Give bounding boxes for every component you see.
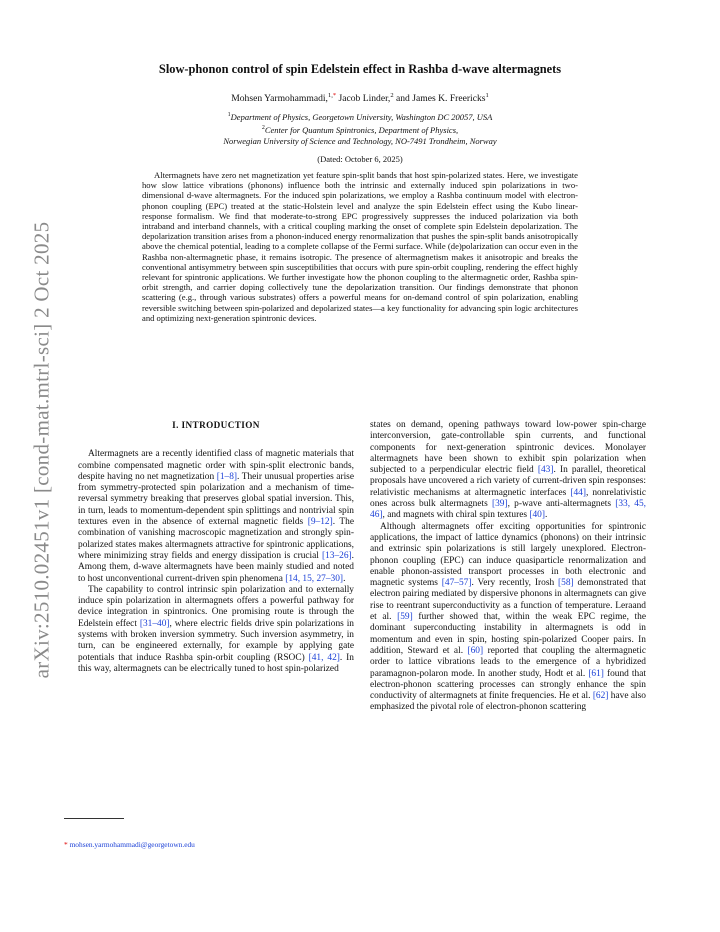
citation-link[interactable]: [43] — [537, 465, 554, 476]
citation-link[interactable]: [14, 15, 27–30] — [285, 573, 344, 584]
footnote — [64, 840, 195, 849]
citation-link[interactable]: [61] — [588, 668, 604, 679]
body-text: Although altermagnets offer exciting opportunities for spintronic applications, the impact of lattice dynamics (phonons) on their intrinsic and extrinsic spin polarizations is still largely unexplored. Electron-phonon coupling (EPC) can induce quasiparticle renormalization and enable phonon-assisted transport processes in both electronic and magnetic systems — [370, 521, 646, 589]
citation-link[interactable]: [58] — [558, 578, 574, 589]
date-line: (Dated: October 6, 2025) — [317, 154, 403, 164]
body-text: reported that coupling the altermagnetic order to lattice vibrations leads to the emergence of a hybridized paramagnon-polaron mode. In another study, Hodt et al. — [370, 645, 646, 679]
author-list — [60, 92, 660, 104]
right-column — [370, 420, 646, 714]
citation-link[interactable]: [41, 42] — [308, 652, 340, 663]
arxiv-identifier: arXiv:2510.02451v1 [cond-mat.mtrl-sci] 2 Oct 2025 — [29, 221, 54, 679]
body-text: further showed that, within the weak EPC regime, the dominant superconducting instability in altermagnets is odd in momentum and even in spin, hosting spin-polarized Cooper pairs. In addition, Steward et al. — [370, 612, 646, 656]
affiliations — [60, 110, 660, 147]
footnote-rule — [64, 818, 124, 819]
footnote-mark: * — [64, 840, 68, 849]
arxiv-sidebar — [22, 221, 62, 679]
citation-link[interactable]: [1–8] — [216, 471, 238, 482]
intro-paragraph-2 — [78, 585, 354, 675]
author-3: James K. Freericks — [412, 93, 486, 105]
body-text: . Among them, d-wave altermagnets have been mainly studied and noted to host unconventional current-driven spin phenomena — [78, 550, 354, 584]
body-text: . In this way, altermagnets can be electrically tuned to host spin-polarized — [78, 652, 354, 674]
citation-link[interactable]: [44] — [570, 487, 586, 498]
affiliation-1: $^1$Department of Physics, Georgetown University, Washington DC 20057, USA — [227, 111, 493, 122]
body-text: . The combination of vanishing macroscopic magnetization and strongly spin-polarized states makes altermagnets attractive for spintronic applications, where minimizing stray fields and energy dissipation is crucial — [78, 517, 354, 561]
body-text: . Very recently, Irosh — [471, 578, 559, 589]
abstract: Altermagnets have zero net magnetization yet feature spin-split bands that host spin-polarized states. Here, we investigate how slow lattice vibrations (phonons) influence both the intrinsic and externally induced spin polarizations in two-dimensional d-wave altermagnets. For the induced spin polarizations, we employ a Rashba continuum model with electron-phonon coupling (EPC) treated at the static-Holstein level and analyze the spin Edelstein effect using the Kubo linear-response formalism. We find that moderate-to-strong EPC progressively suppresses the induced polarization via both intraband and interband channels, with a critical coupling marking the onset of complete spin Edelstein depolarization. The depolarization transition arises from a phonon-induced energy renormalization that pushes the spin-split bands anisotropically above the chemical potential, leading to a complete collapse of the Fermi surface. While (de)polarization can occur even in the Rashba non-altermagnetic phase, it remains isotropic. The presence of altermagnetism makes it anisotropic and breaks the conventional antisymmetry between spin susceptibilities that occurs with pure spin-orbit coupling, rendering the effect highly relevant for spintronic applications. We further investigate how the phonon coupling to the altermagnetic order, Rashba spin-orbit strength, and carrier doping collectively tune the depolarization transition. Our findings demonstrate that phonon scattering (e.g., through various substrates) offers a powerful means for on-demand control of spin polarization, enabling reversible switching between spin-polarized and depolarized states—a key functionality for advancing spin logic architectures and optimizing next-generation spintronic devices. — [142, 170, 578, 323]
citation-link[interactable]: [31–40] — [139, 618, 170, 629]
body-text: states on demand, opening pathways toward low-power spin-charge interconversion, gate-controllable spin currents, and functional components for next-generation spintronic devices. Monolayer altermagnets have been shown to exhibit spin polarization when subjected to a perpendicular electric field — [370, 420, 646, 476]
citation-link[interactable]: [9–12] — [307, 517, 333, 528]
intro-paragraph-4 — [370, 522, 646, 714]
citation-link[interactable]: [60] — [467, 645, 484, 656]
corresponding-mark[interactable]: * — [332, 92, 337, 99]
affiliation-2-cont: Norwegian University of Science and Technology, NO-7491 Trondheim, Norway — [223, 135, 497, 146]
author-3-affil: 1 — [485, 92, 489, 99]
author-2-affil: 2 — [390, 92, 394, 99]
section-heading: I. INTRODUCTION — [172, 420, 260, 430]
body-text: . Their unusual properties arise from symmetry-protected spin polarization and a mechanism of time-reversal symmetry breaking that preserves global spatial inversion. This, in turn, leads to momentum-dependent spin splittings and nontrivial spin textures even in the absence of external magnetic fields — [78, 471, 354, 528]
citation-link[interactable]: [47–57] — [441, 578, 472, 589]
body-text: The capability to control intrinsic spin polarization and to externally induce spin polarization in altermagnets offers a powerful pathway for device integration in spintronics. One promising route is through the Edelstein effect — [78, 584, 354, 629]
citation-link[interactable]: [59] — [397, 612, 413, 623]
body-text: have also emphasized the pivotal role of electron-phonon scattering — [370, 691, 646, 713]
email-link[interactable]: mohsen.yarmohammadi@georgetown.edu — [69, 840, 195, 849]
citation-link[interactable]: [40] — [529, 510, 545, 521]
body-text: . In parallel, theoretical proposals have uncovered a rich variety of current-driven spin responses: relativistic mechanisms at altermagnetic interfaces — [370, 465, 646, 498]
body-text: . — [544, 510, 548, 521]
author-2: Jacob Linder, — [338, 93, 391, 105]
intro-paragraph-1 — [78, 449, 354, 585]
citation-link[interactable]: [39] — [491, 499, 508, 510]
intro-paragraph-3 — [370, 420, 646, 522]
author-1: Mohsen Yarmohammadi, — [231, 93, 328, 105]
body-text: , p-wave anti-altermagnets — [507, 499, 616, 510]
body-text: , where electric fields drive spin polarizations in systems with broken inversion symmetry. Such inversion asymmetry, in turn, can be engineered externally, for example by applying gate potentials that induce Rashba spin-orbit coupling (RSOC) — [78, 618, 354, 663]
author-conjunction: and — [395, 93, 410, 105]
paper-title: Slow-phonon control of spin Edelstein effect in Rashba d-wave altermagnets — [158, 62, 562, 76]
citation-link[interactable]: [62] — [592, 691, 609, 702]
body-text: demonstrated that electron pairing mediated by dispersive phonons in altermagnets can give rise to reentrant superconductivity as a function of temperature. Leraand et al. — [370, 578, 646, 623]
body-text: . — [343, 573, 346, 584]
body-text: , and magnets with chiral spin textures — [382, 510, 530, 521]
body-text: , nonrelativistic ones across bulk altermagnets — [370, 487, 646, 510]
affiliation-2: $^2$Center for Quantum Spintronics, Department of Physics, — [261, 124, 459, 135]
left-column — [78, 420, 354, 675]
citation-link[interactable]: [13–26] — [321, 550, 352, 561]
body-text: found that electron-phonon scattering processes can strongly enhance the spin conductivity of altermagnets at finite frequencies. He et al. — [370, 668, 646, 702]
citation-link[interactable]: [33, 45, 46] — [370, 499, 646, 521]
author-1-affil: 1, — [327, 92, 333, 99]
body-text: Altermagnets are a recently identified class of magnetic materials that combine compensated magnetic order with spin-split electronic bands, despite having no net magnetization — [78, 449, 354, 482]
